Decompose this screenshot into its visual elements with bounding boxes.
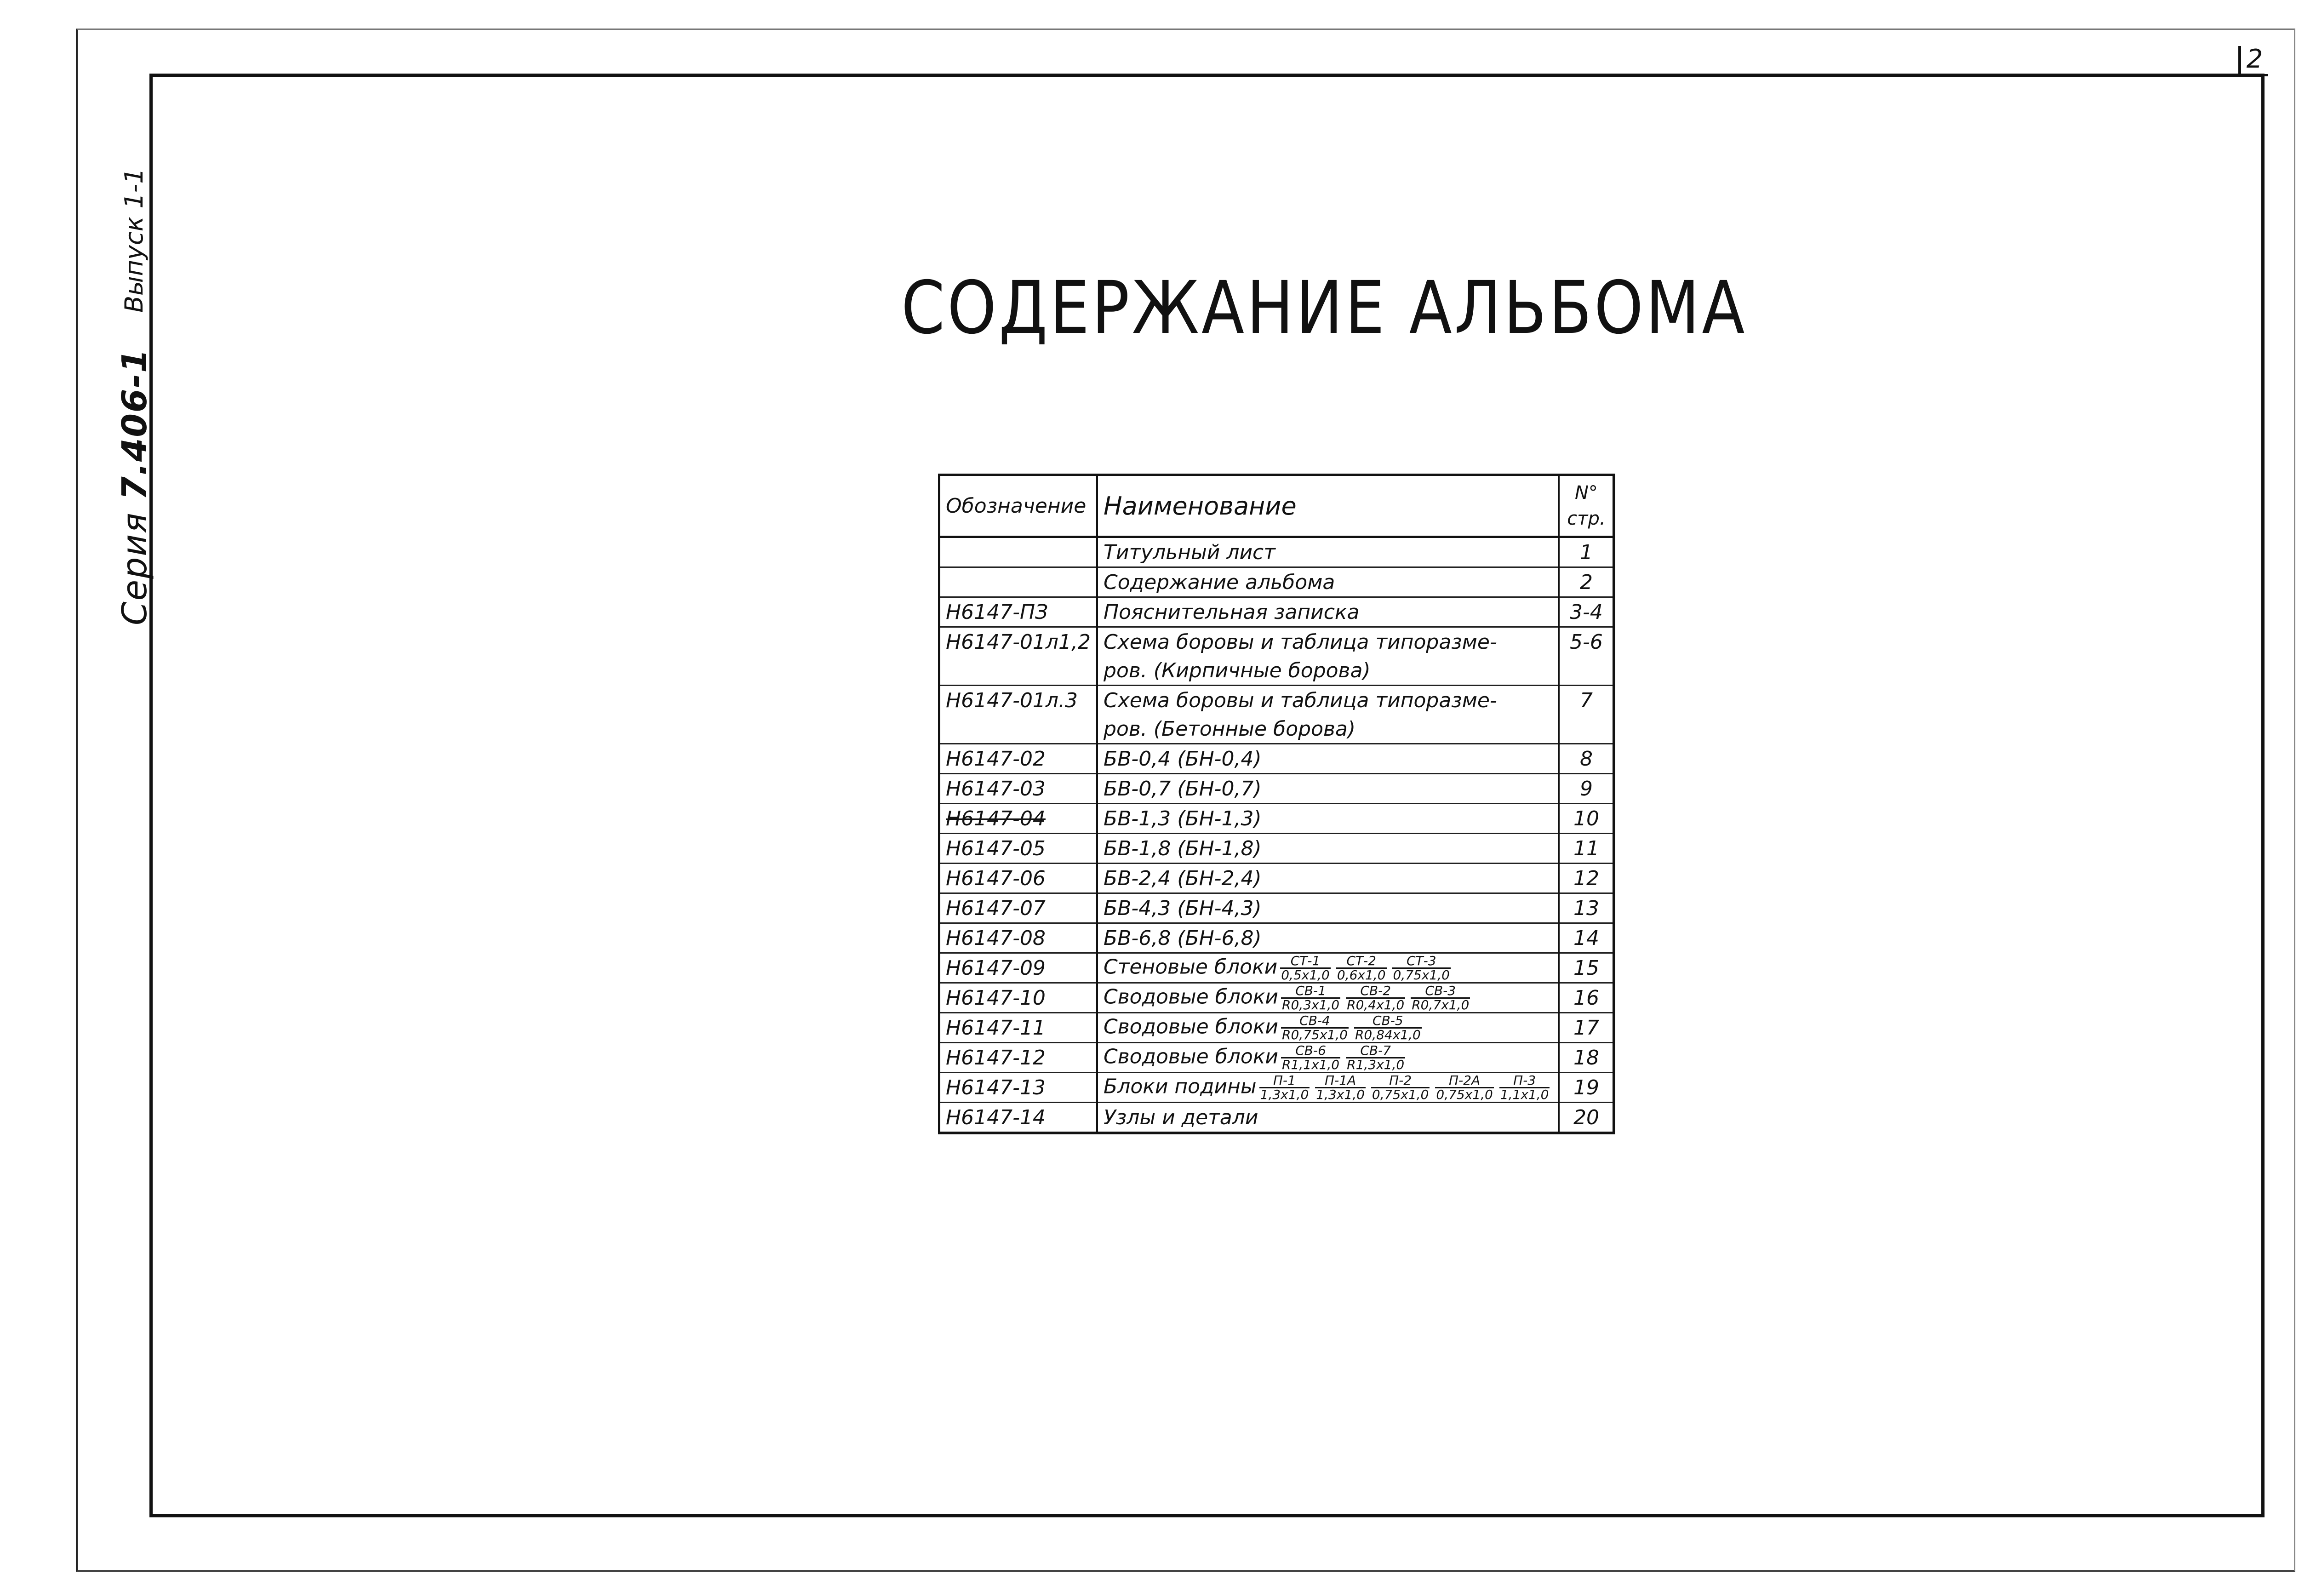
row-code: Н6147-05 xyxy=(939,834,1098,864)
row-code: Н6147-01л.3 xyxy=(939,686,1098,715)
row-name-text: Пояснительная записка xyxy=(1104,600,1360,624)
row-name xyxy=(1097,1013,1559,1043)
mark-fraction xyxy=(1346,984,1405,1012)
row-name xyxy=(1097,537,1559,567)
row-page: 2 xyxy=(1559,567,1614,597)
mark-size: R0,75х1,0 xyxy=(1282,1027,1348,1042)
table-row xyxy=(939,1103,1614,1133)
row-code: Н6147-10 xyxy=(939,983,1098,1013)
mark-code: СВ-7 xyxy=(1346,1044,1405,1058)
row-code: Н6147-12 xyxy=(939,1043,1098,1073)
table-row xyxy=(939,537,1614,567)
row-page: 15 xyxy=(1559,953,1614,983)
series-label xyxy=(115,348,154,625)
mark-fraction xyxy=(1411,984,1470,1012)
table-header-row xyxy=(939,475,1614,537)
row-name xyxy=(1097,834,1559,864)
row-name-text: БВ-6,8 (БН-6,8) xyxy=(1104,926,1262,950)
row-name xyxy=(1097,686,1559,715)
row-name-text: БВ-0,7 (БН-0,7) xyxy=(1104,777,1262,801)
mark-size: 1,3х1,0 xyxy=(1260,1087,1309,1102)
row-code: Н6147-08 xyxy=(939,923,1098,953)
row-name xyxy=(1097,774,1559,804)
row-name xyxy=(1097,953,1559,983)
mark-fraction xyxy=(1280,955,1331,982)
row-name-text: Сводовые блоки xyxy=(1104,1045,1279,1068)
mark-size: R0,7х1,0 xyxy=(1412,997,1470,1013)
row-name-text: Стеновые блоки xyxy=(1104,955,1278,978)
mark-size: 0,75х1,0 xyxy=(1372,1087,1429,1102)
row-name xyxy=(1097,983,1559,1013)
header-page xyxy=(1559,475,1614,537)
mark-code: П-2 xyxy=(1371,1074,1430,1088)
mark-size: 1,3х1,0 xyxy=(1316,1087,1365,1102)
row-name-text: БВ-4,3 (БН-4,3) xyxy=(1104,896,1262,920)
table-row xyxy=(939,1013,1614,1043)
mark-fraction xyxy=(1259,1074,1310,1101)
mark-code: СВ-5 xyxy=(1354,1014,1422,1029)
series-label-text: Серия xyxy=(115,512,154,625)
table-row-continuation xyxy=(939,715,1614,744)
table-row xyxy=(939,834,1614,864)
row-name-text: Сводовые блоки xyxy=(1104,1015,1279,1038)
mark-code: СТ-3 xyxy=(1392,955,1451,969)
mark-fraction xyxy=(1281,1044,1340,1071)
row-name xyxy=(1097,864,1559,893)
row-code: Н6147-07 xyxy=(939,893,1098,923)
row-page: 19 xyxy=(1559,1073,1614,1103)
row-name-text: БВ-2,4 (БН-2,4) xyxy=(1104,866,1262,890)
row-name xyxy=(1097,1073,1559,1103)
row-name xyxy=(1097,804,1559,834)
table-row xyxy=(939,744,1614,774)
header-page-number-sign: N° xyxy=(1575,482,1598,503)
row-code: Н6147-14 xyxy=(939,1103,1098,1133)
row-name xyxy=(1097,1043,1559,1073)
row-code: Н6147-01л1,2 xyxy=(939,627,1098,657)
mark-size: R1,1х1,0 xyxy=(1282,1057,1340,1072)
row-page: 17 xyxy=(1559,1013,1614,1043)
row-name-text: БВ-0,4 (БН-0,4) xyxy=(1104,747,1262,771)
row-page: 14 xyxy=(1559,923,1614,953)
row-page: 9 xyxy=(1559,774,1614,804)
row-code: Н6147-06 xyxy=(939,864,1098,893)
mark-fraction xyxy=(1371,1074,1430,1101)
mark-size: 0,75х1,0 xyxy=(1436,1087,1493,1102)
row-name-text: Содержание альбома xyxy=(1104,570,1335,594)
mark-size: R1,3х1,0 xyxy=(1347,1057,1405,1072)
row-code: Н6147-ПЗ xyxy=(939,597,1098,627)
row-page: 12 xyxy=(1559,864,1614,893)
row-code-empty xyxy=(939,656,1098,686)
row-page: 18 xyxy=(1559,1043,1614,1073)
row-page: 10 xyxy=(1559,804,1614,834)
row-code: Н6147-09 xyxy=(939,953,1098,983)
row-page-empty xyxy=(1559,656,1614,686)
mark-code: СТ-2 xyxy=(1336,955,1387,969)
mark-code: СВ-6 xyxy=(1281,1044,1340,1058)
row-code: Н6147-03 xyxy=(939,774,1098,804)
side-stamp xyxy=(87,0,152,625)
row-name xyxy=(1097,923,1559,953)
row-name-continued: ров. (Бетонные борова) xyxy=(1097,715,1559,744)
mark-fraction xyxy=(1336,955,1387,982)
row-name-text: БВ-1,3 (БН-1,3) xyxy=(1104,807,1262,830)
mark-fraction xyxy=(1281,984,1340,1012)
mark-code: СВ-2 xyxy=(1346,984,1405,999)
row-name xyxy=(1097,744,1559,774)
row-name xyxy=(1097,567,1559,597)
table-row xyxy=(939,864,1614,893)
row-name xyxy=(1097,1103,1559,1133)
mark-fraction xyxy=(1315,1074,1366,1101)
header-name: Наименование xyxy=(1097,475,1559,537)
row-code: Н6147-04 xyxy=(939,804,1098,834)
mark-fraction xyxy=(1435,1074,1493,1101)
mark-code: СВ-3 xyxy=(1411,984,1470,999)
mark-code: П-1А xyxy=(1315,1074,1366,1088)
table-row xyxy=(939,774,1614,804)
row-name-text: Схема боровы и таблица типоразме- xyxy=(1104,688,1497,712)
table-row xyxy=(939,627,1614,657)
row-page: 8 xyxy=(1559,744,1614,774)
row-name-continued: ров. (Кирпичные борова) xyxy=(1097,656,1559,686)
row-name xyxy=(1097,627,1559,657)
mark-fraction xyxy=(1392,955,1451,982)
mark-fraction xyxy=(1499,1074,1550,1101)
mark-size: 1,1х1,0 xyxy=(1500,1087,1549,1102)
row-page: 1 xyxy=(1559,537,1614,567)
row-name-text: Схема боровы и таблица типоразме- xyxy=(1104,630,1497,654)
table-row xyxy=(939,893,1614,923)
mark-code: П-1 xyxy=(1259,1074,1310,1088)
table-row xyxy=(939,953,1614,983)
mark-size: 0,75х1,0 xyxy=(1393,967,1450,983)
row-code: Н6147-02 xyxy=(939,744,1098,774)
row-name-text: Титульный лист xyxy=(1104,540,1275,564)
mark-size: R0,3х1,0 xyxy=(1282,997,1340,1013)
header-page-abbrev: стр. xyxy=(1567,508,1606,529)
row-code-empty xyxy=(939,715,1098,744)
table-row xyxy=(939,597,1614,627)
page-number: 2 xyxy=(2238,46,2268,76)
row-name-text: Блоки подины xyxy=(1104,1075,1257,1098)
row-page-empty xyxy=(1559,715,1614,744)
row-page: 13 xyxy=(1559,893,1614,923)
table-row xyxy=(939,1043,1614,1073)
mark-fraction xyxy=(1346,1044,1405,1071)
mark-size: 0,5х1,0 xyxy=(1281,967,1330,983)
row-page: 11 xyxy=(1559,834,1614,864)
row-name-text: БВ-1,8 (БН-1,8) xyxy=(1104,836,1262,860)
row-name xyxy=(1097,893,1559,923)
row-page: 20 xyxy=(1559,1103,1614,1133)
table-body xyxy=(939,537,1614,1133)
table-row xyxy=(939,804,1614,834)
mark-size: 0,6х1,0 xyxy=(1337,967,1386,983)
mark-size: R0,84х1,0 xyxy=(1355,1027,1421,1042)
row-name xyxy=(1097,597,1559,627)
mark-fraction xyxy=(1354,1014,1422,1041)
mark-code: СТ-1 xyxy=(1280,955,1331,969)
table-row xyxy=(939,983,1614,1013)
row-page: 5-6 xyxy=(1559,627,1614,657)
row-page: 7 xyxy=(1559,686,1614,715)
mark-code: П-3 xyxy=(1499,1074,1550,1088)
mark-fraction xyxy=(1281,1014,1349,1041)
contents-table xyxy=(938,474,1615,1134)
mark-size: R0,4х1,0 xyxy=(1347,997,1405,1013)
table-row xyxy=(939,686,1614,715)
row-code xyxy=(939,567,1098,597)
series-value: 7.406-1 xyxy=(115,348,154,500)
row-name-text: Сводовые блоки xyxy=(1104,985,1279,1008)
row-code xyxy=(939,537,1098,567)
table-row xyxy=(939,567,1614,597)
mark-code: СВ-1 xyxy=(1281,984,1340,999)
issue-label: Выпуск 1-1 xyxy=(120,168,149,313)
page-title: СОДЕРЖАНИЕ АЛЬБОМА xyxy=(901,266,1747,350)
row-code: Н6147-11 xyxy=(939,1013,1098,1043)
row-page: 16 xyxy=(1559,983,1614,1013)
table-row-continuation xyxy=(939,656,1614,686)
table-row xyxy=(939,923,1614,953)
table-row xyxy=(939,1073,1614,1103)
mark-code: П-2А xyxy=(1435,1074,1493,1088)
row-page: 3-4 xyxy=(1559,597,1614,627)
row-code: Н6147-13 xyxy=(939,1073,1098,1103)
header-code: Обозначение xyxy=(939,475,1098,537)
row-name-text: Узлы и детали xyxy=(1104,1105,1258,1129)
mark-code: СВ-4 xyxy=(1281,1014,1349,1029)
